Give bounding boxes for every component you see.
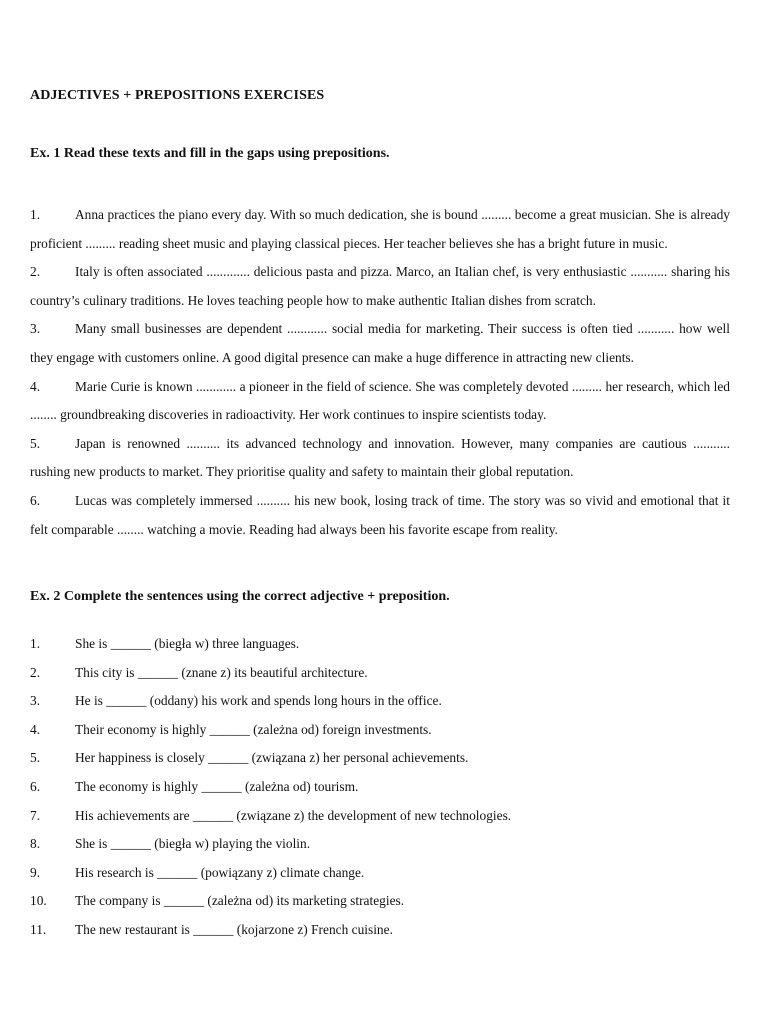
item-number: 11. bbox=[30, 921, 47, 937]
item-text: Lucas was completely immersed .......... his new book, losing track of time. The story was so vivid and emotional that it felt comparable ........ watching a movie. Reading had always been his favorite escape from reality. bbox=[30, 492, 730, 537]
item-text: Their economy is highly ______ (zależna od) foreign investments. bbox=[75, 721, 432, 737]
item-number: 3. bbox=[30, 321, 41, 337]
item-number: 2. bbox=[30, 664, 41, 680]
item-number: 2. bbox=[30, 264, 41, 280]
exercise-2-item bbox=[30, 859, 730, 888]
item-number: 5. bbox=[30, 750, 41, 766]
item-number: 1. bbox=[30, 207, 41, 222]
item-number: 8. bbox=[30, 836, 41, 852]
item-text: The economy is highly ______ (zależna od) tourism. bbox=[75, 778, 359, 794]
item-text: The new restaurant is ______ (kojarzone z) French cuisine. bbox=[75, 921, 393, 937]
item-text: She is ______ (biegła w) three languages. bbox=[75, 636, 300, 651]
item-text: This city is ______ (znane z) its beautiful architecture. bbox=[75, 664, 368, 680]
item-text: Her happiness is closely ______ (związana z) her personal achievements. bbox=[75, 750, 469, 766]
item-text: He is ______ (oddany) his work and spends long hours in the office. bbox=[75, 693, 442, 709]
item-number: 7. bbox=[30, 807, 41, 823]
item-number: 3. bbox=[30, 693, 41, 709]
exercise-2-item bbox=[30, 687, 730, 716]
exercise-1-item bbox=[30, 315, 730, 372]
exercise-1-list bbox=[30, 201, 730, 544]
item-text: Anna practices the piano every day. With so much dedication, she is bound ......... become a great musician. She is already proficient ......... reading sheet music and playing classical pieces. Her teacher believes she has a bright future in music. bbox=[30, 207, 730, 251]
item-text: Marie Curie is known ............ a pioneer in the field of science. She was completely devoted ......... her research, which led ........ groundbreaking discoveries in radioactivity. Her work continues to inspire scientists today. bbox=[30, 378, 730, 423]
exercise-1-item bbox=[30, 201, 730, 258]
exercise-2-item bbox=[30, 744, 730, 773]
exercise-1-item bbox=[30, 430, 730, 487]
exercise-2-item bbox=[30, 630, 730, 659]
item-number: 6. bbox=[30, 778, 41, 794]
exercise-1-heading: Ex. 1 Read these texts and fill in the gaps using prepositions. bbox=[30, 146, 390, 161]
item-number: 1. bbox=[30, 636, 41, 651]
exercise-2-item bbox=[30, 802, 730, 831]
item-number: 4. bbox=[30, 378, 41, 394]
item-text: Many small businesses are dependent ............ social media for marketing. Their success is often tied ........... how well they engage with customers online. A good digital presence can make a huge difference in attracting new clients. bbox=[30, 321, 730, 365]
exercise-2-item bbox=[30, 916, 730, 945]
exercise-2-item bbox=[30, 830, 730, 859]
item-number: 4. bbox=[30, 721, 41, 737]
item-text: Japan is renowned .......... its advanced technology and innovation. However, many companies are cautious ........... rushing new products to market. They prioritise quality and safety to maintain their global reputation. bbox=[30, 435, 730, 480]
exercise-1-item bbox=[30, 258, 730, 315]
item-text: Italy is often associated ............. delicious pasta and pizza. Marco, an Italian chef, is very enthusiastic ........... sharing his country’s culinary traditions. He loves teaching people how to make authentic Italian dishes from scratch. bbox=[30, 264, 730, 308]
exercise-1-item bbox=[30, 487, 730, 544]
item-text: His research is ______ (powiązany z) climate change. bbox=[75, 864, 365, 880]
item-number: 5. bbox=[30, 435, 41, 451]
exercise-2-item bbox=[30, 659, 730, 688]
exercise-2-item bbox=[30, 773, 730, 802]
exercise-1-item bbox=[30, 373, 730, 430]
item-number: 6. bbox=[30, 492, 41, 508]
item-text: The company is ______ (zależna od) its marketing strategies. bbox=[75, 893, 405, 909]
exercise-2-item bbox=[30, 716, 730, 745]
item-text: She is ______ (biegła w) playing the violin. bbox=[75, 836, 311, 852]
exercise-2-heading: Ex. 2 Complete the sentences using the correct adjective + preposition. bbox=[30, 589, 450, 604]
item-text: His achievements are ______ (związane z) the development of new technologies. bbox=[75, 807, 512, 823]
item-number: 9. bbox=[30, 864, 41, 880]
item-number: 10. bbox=[30, 893, 47, 909]
exercise-2-item bbox=[30, 887, 730, 916]
page-title: ADJECTIVES + PREPOSITIONS EXERCISES bbox=[30, 88, 325, 103]
exercise-2-list bbox=[30, 630, 730, 945]
